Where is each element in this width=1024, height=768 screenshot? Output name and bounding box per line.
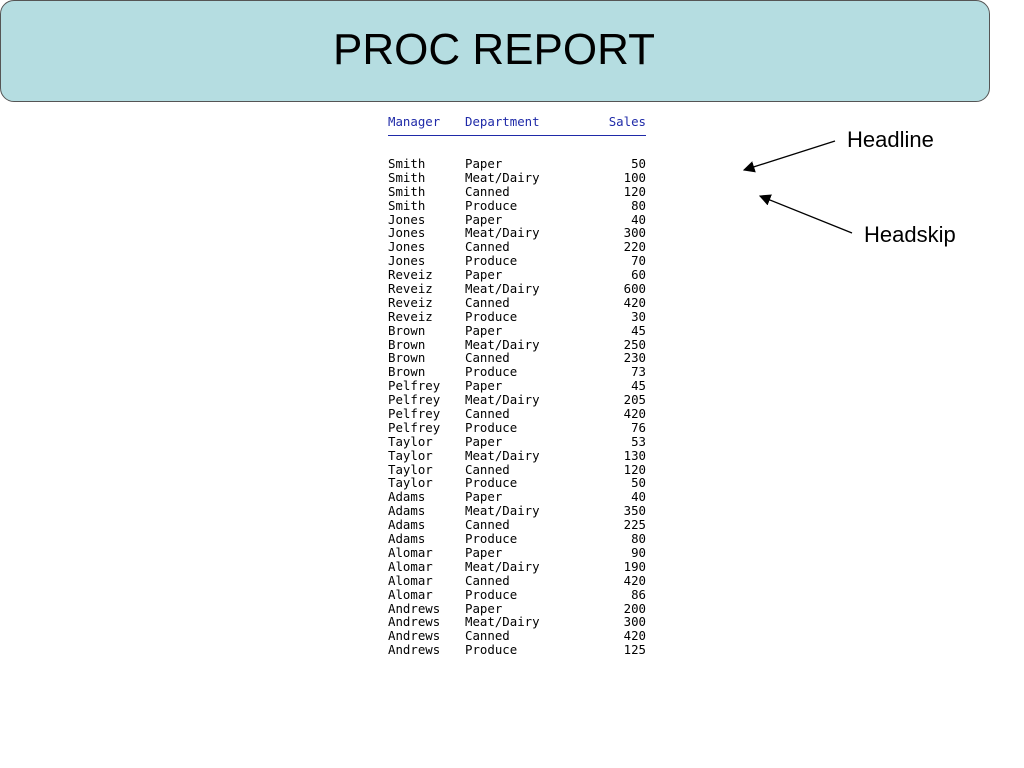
report-row [388,185,646,199]
report-cell-sales: 100 [623,169,646,185]
report-row [388,435,646,449]
headskip-blank-line [388,136,646,157]
header-manager: Manager [388,114,441,129]
report-cell-sales: 60 [631,267,646,283]
report-row [388,365,646,379]
report-cell-manager: Andrews [388,628,441,644]
report-cell-department: Canned [465,294,510,310]
report-cell-manager: Andrews [388,642,441,658]
report-row [388,476,646,490]
report-cell-manager: Smith [388,156,426,171]
report-row [388,310,646,324]
report-cell-manager: Andrews [388,600,441,616]
report-cell-manager: Reveiz [388,267,433,283]
report-cell-department: Meat/Dairy [465,281,540,297]
report-cell-department: Canned [465,517,510,533]
report-cell-department: Produce [465,253,518,269]
report-cell-manager: Adams [388,531,426,547]
report-row [388,615,646,629]
report-cell-department: Paper [465,544,503,560]
report-row [388,463,646,477]
report-cell-manager: Reveiz [388,294,433,310]
report-cell-sales: 420 [623,294,646,310]
report-cell-department: Meat/Dairy [465,503,540,519]
report-row [388,157,646,171]
report-cell-department: Canned [465,572,510,588]
headline-annotation: Headline [847,127,934,152]
report-row [388,560,646,574]
report-cell-department: Canned [465,406,510,422]
report-header-row [388,114,646,130]
report-cell-sales: 53 [631,433,646,449]
report-row [388,199,646,213]
report-row [388,588,646,602]
report-output [388,114,646,657]
report-cell-department: Produce [465,642,518,658]
report-cell-sales: 220 [623,239,646,255]
report-row [388,226,646,240]
report-cell-department: Produce [465,308,518,324]
headline-arrow [744,141,835,170]
report-cell-manager: Smith [388,169,426,185]
report-cell-manager: Alomar [388,572,433,588]
report-cell-manager: Alomar [388,544,433,560]
report-cell-manager: Jones [388,211,426,227]
report-cell-department: Paper [465,211,503,227]
report-rows [388,157,646,657]
report-cell-manager: Pelfrey [388,378,441,394]
report-cell-sales: 40 [631,211,646,227]
report-cell-department: Paper [465,489,503,505]
report-cell-sales: 70 [631,253,646,269]
report-cell-manager: Alomar [388,586,433,602]
report-cell-department: Meat/Dairy [465,447,540,463]
report-row [388,268,646,282]
report-cell-sales: 90 [631,544,646,560]
report-cell-manager: Andrews [388,614,441,630]
report-cell-manager: Jones [388,239,426,255]
report-cell-department: Canned [465,183,510,199]
report-row [388,338,646,352]
report-cell-sales: 190 [623,558,646,574]
report-row [388,643,646,657]
report-cell-manager: Smith [388,183,426,199]
report-cell-department: Meat/Dairy [465,225,540,241]
report-cell-sales: 80 [631,531,646,547]
report-cell-department: Paper [465,378,503,394]
report-row [388,296,646,310]
report-cell-sales: 420 [623,572,646,588]
report-cell-manager: Brown [388,364,426,380]
report-row [388,574,646,588]
report-cell-department: Canned [465,628,510,644]
report-cell-department: Meat/Dairy [465,336,540,352]
report-row [388,407,646,421]
report-cell-department: Produce [465,531,518,547]
report-row [388,421,646,435]
report-cell-sales: 86 [631,586,646,602]
report-cell-sales: 130 [623,447,646,463]
report-cell-manager: Brown [388,350,426,366]
report-cell-department: Produce [465,419,518,435]
report-cell-department: Paper [465,600,503,616]
report-cell-sales: 76 [631,419,646,435]
report-cell-manager: Reveiz [388,281,433,297]
report-cell-department: Meat/Dairy [465,392,540,408]
report-cell-department: Meat/Dairy [465,558,540,574]
report-cell-department: Produce [465,475,518,491]
report-row [388,240,646,254]
report-cell-department: Produce [465,197,518,213]
report-cell-sales: 30 [631,308,646,324]
report-cell-manager: Pelfrey [388,419,441,435]
report-row [388,532,646,546]
report-cell-sales: 80 [631,197,646,213]
report-cell-department: Paper [465,267,503,283]
report-cell-department: Canned [465,239,510,255]
report-row [388,546,646,560]
report-row [388,282,646,296]
report-cell-sales: 350 [623,503,646,519]
report-cell-sales: 205 [623,392,646,408]
report-cell-manager: Taylor [388,447,433,463]
report-cell-department: Produce [465,586,518,602]
report-cell-manager: Adams [388,503,426,519]
report-cell-sales: 40 [631,489,646,505]
report-cell-manager: Reveiz [388,308,433,324]
report-cell-department: Canned [465,350,510,366]
report-cell-sales: 225 [623,517,646,533]
report-row [388,449,646,463]
report-row [388,393,646,407]
report-cell-manager: Taylor [388,475,433,491]
report-cell-manager: Pelfrey [388,392,441,408]
page-title: PROC REPORT [333,25,655,74]
report-cell-manager: Adams [388,517,426,533]
report-cell-sales: 50 [631,475,646,491]
headskip-arrow [760,196,852,233]
report-cell-department: Canned [465,461,510,477]
report-cell-manager: Alomar [388,558,433,574]
report-cell-sales: 73 [631,364,646,380]
header-sales: Sales [608,114,646,129]
report-row [388,518,646,532]
report-cell-department: Meat/Dairy [465,169,540,185]
report-cell-sales: 120 [623,183,646,199]
report-cell-sales: 300 [623,614,646,630]
report-row [388,324,646,338]
report-cell-manager: Smith [388,197,426,213]
report-row [388,379,646,393]
report-row [388,351,646,365]
report-row [388,629,646,643]
report-cell-manager: Taylor [388,461,433,477]
report-cell-department: Paper [465,433,503,449]
report-cell-department: Meat/Dairy [465,614,540,630]
report-cell-sales: 125 [623,642,646,658]
headskip-annotation: Headskip [864,222,956,247]
report-cell-sales: 420 [623,406,646,422]
report-cell-sales: 45 [631,378,646,394]
report-cell-manager: Taylor [388,433,433,449]
report-row [388,213,646,227]
report-cell-department: Paper [465,156,503,171]
report-cell-sales: 120 [623,461,646,477]
report-cell-sales: 300 [623,225,646,241]
report-row [388,254,646,268]
report-row [388,171,646,185]
report-row [388,602,646,616]
report-row [388,504,646,518]
report-row [388,490,646,504]
report-cell-sales: 200 [623,600,646,616]
header-department: Department [465,114,540,129]
report-cell-department: Produce [465,364,518,380]
report-cell-manager: Jones [388,253,426,269]
report-cell-manager: Adams [388,489,426,505]
report-cell-sales: 600 [623,281,646,297]
report-cell-manager: Brown [388,336,426,352]
report-cell-manager: Pelfrey [388,406,441,422]
report-cell-sales: 420 [623,628,646,644]
report-cell-sales: 50 [631,156,646,171]
report-cell-sales: 230 [623,350,646,366]
report-cell-department: Paper [465,322,503,338]
report-cell-sales: 250 [623,336,646,352]
report-cell-manager: Jones [388,225,426,241]
report-cell-sales: 45 [631,322,646,338]
report-cell-manager: Brown [388,322,426,338]
